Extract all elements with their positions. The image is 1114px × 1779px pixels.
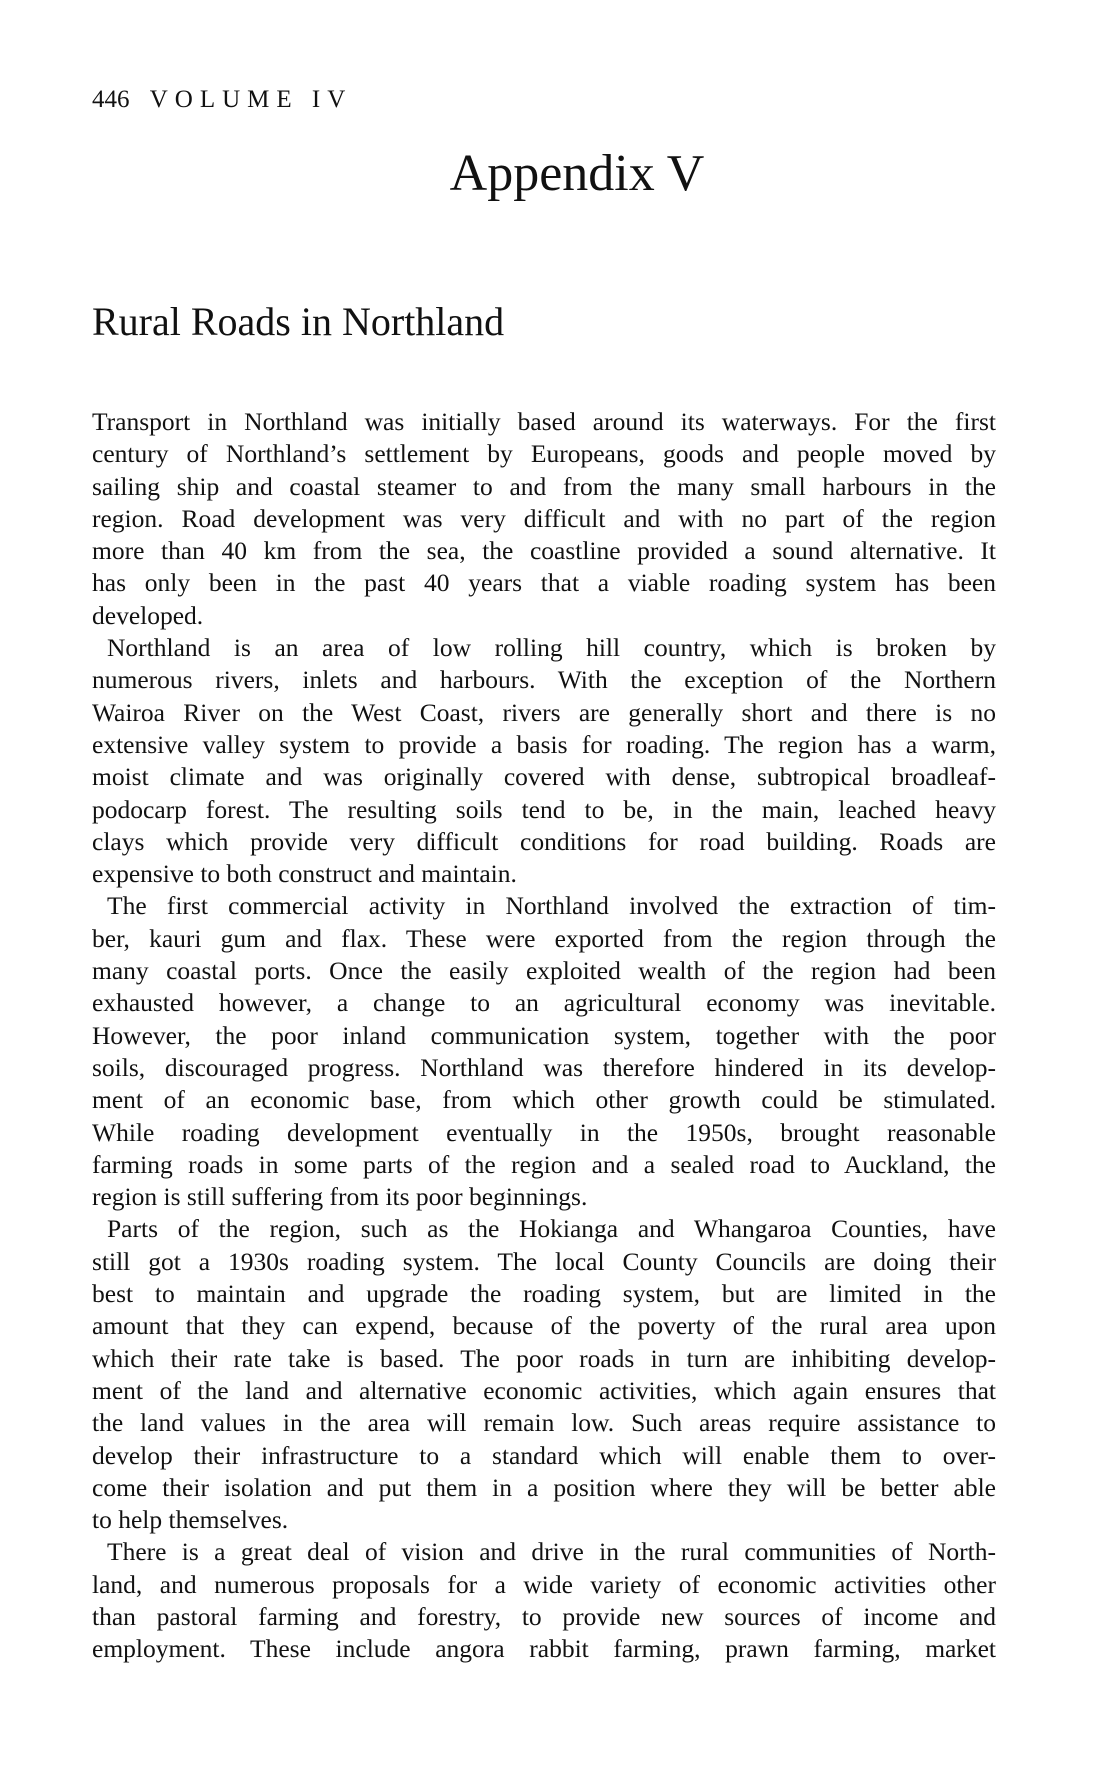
text-line: exhausted however, a change to an agricultural economy was inevitable. (92, 988, 996, 1018)
text-line: extensive valley system to provide a basis for roading. The region has a warm, (92, 729, 996, 759)
text-line: best to maintain and upgrade the roading system, but are limited in the (92, 1279, 996, 1309)
text-line: ber, kauri gum and flax. These were exported from the region through the (92, 923, 996, 953)
text-line: numerous rivers, inlets and harbours. With the exception of the Northern (92, 665, 996, 695)
text-line: the land values in the area will remain low. Such areas require assistance to (92, 1408, 996, 1438)
paragraph-2 (92, 632, 996, 890)
text-line: However, the poor inland communication system, together with the poor (92, 1020, 996, 1050)
paragraph-5 (92, 1536, 996, 1665)
text-line: sailing ship and coastal steamer to and from the many small harbours in the (92, 471, 996, 501)
text-line: employment. These include angora rabbit farming, prawn farming, market (92, 1634, 996, 1664)
text-line: soils, discouraged progress. Northland was therefore hindered in its develop- (92, 1052, 996, 1082)
text-line: century of Northland’s settlement by Europeans, goods and people moved by (92, 439, 996, 469)
text-line: While roading development eventually in the 1950s, brought reasonable (92, 1117, 996, 1147)
text-line: region is still suffering from its poor beginnings. (92, 1182, 588, 1212)
text-line: expensive to both construct and maintain. (92, 859, 517, 889)
text-line: Parts of the region, such as the Hokianga and Whangaroa Counties, have (107, 1214, 996, 1244)
running-head (92, 86, 352, 114)
text-line: podocarp forest. The resulting soils tend to be, in the main, leached heavy (92, 794, 996, 824)
text-line: which their rate take is based. The poor roads in turn are inhibiting develop- (92, 1343, 996, 1373)
text-line: has only been in the past 40 years that a viable roading system has been (92, 568, 996, 598)
paragraph-3 (92, 890, 996, 1213)
text-line: The first commercial activity in Northland involved the extraction of tim- (107, 891, 996, 921)
text-line: region. Road development was very difficult and with no part of the region (92, 503, 996, 533)
text-line: develop their infrastructure to a standard which will enable them to over- (92, 1440, 996, 1470)
text-line: clays which provide very difficult conditions for road building. Roads are (92, 826, 996, 856)
text-line: ment of the land and alternative economic activities, which again ensures that (92, 1375, 996, 1405)
text-line: developed. (92, 600, 204, 630)
text-line: Northland is an area of low rolling hill country, which is broken by (107, 633, 996, 663)
text-line: Transport in Northland was initially based around its waterways. For the first (92, 407, 996, 436)
text-line: moist climate and was originally covered with dense, subtropical broadleaf- (92, 762, 996, 792)
page-number: 446 (92, 86, 130, 113)
volume-label: VOLUME IV (149, 86, 353, 113)
text-line: land, and numerous proposals for a wide variety of economic activities other (92, 1569, 996, 1599)
text-line: farming roads in some parts of the region and a sealed road to Auckland, the (92, 1149, 996, 1179)
section-title: Rural Roads in Northland (92, 299, 505, 344)
text-line: come their isolation and put them in a position where they will be better able (92, 1472, 996, 1502)
paragraph-1 (92, 406, 996, 632)
text-line: still got a 1930s roading system. The local County Councils are doing their (92, 1246, 996, 1276)
text-line: than pastoral farming and forestry, to provide new sources of income and (92, 1601, 996, 1631)
text-line: ment of an economic base, from which other growth could be stimulated. (92, 1085, 996, 1115)
paragraph-4 (92, 1213, 996, 1536)
text-line: amount that they can expend, because of the poverty of the rural area upon (92, 1311, 996, 1341)
text-line: many coastal ports. Once the easily exploited wealth of the region had been (92, 956, 996, 986)
text-line: to help themselves. (92, 1505, 289, 1535)
text-line: There is a great deal of vision and drive in the rural communities of North- (107, 1537, 996, 1567)
text-line: more than 40 km from the sea, the coastline provided a sound alternative. It (92, 536, 996, 566)
body-text (92, 406, 996, 1666)
appendix-title: Appendix V (449, 145, 705, 202)
text-line: Wairoa River on the West Coast, rivers are generally short and there is no (92, 697, 996, 727)
